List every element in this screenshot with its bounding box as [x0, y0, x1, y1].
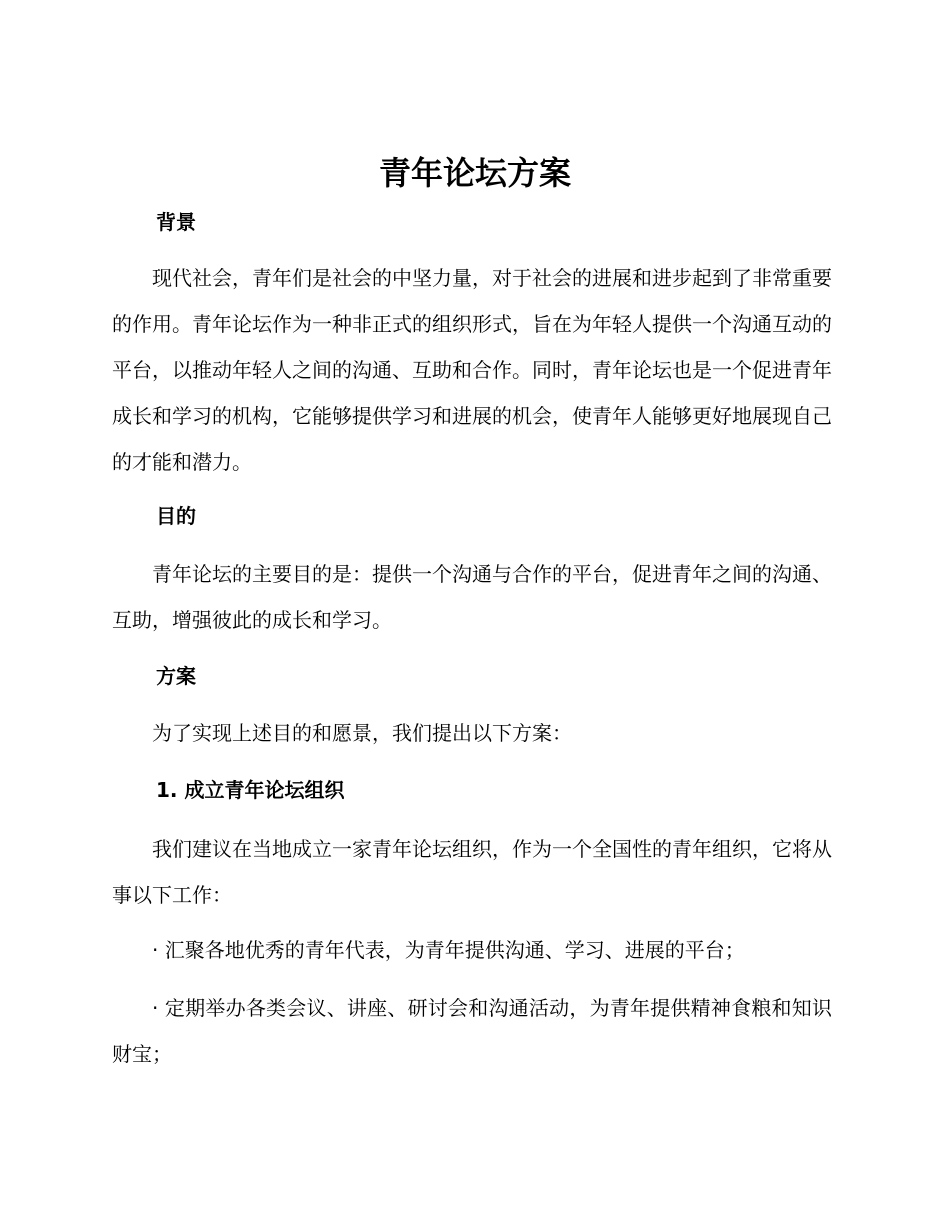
plan-item-1-bullet-2: · 定期举办各类会议、讲座、研讨会和沟通活动，为青年提供精神食粮和知识财宝；	[112, 996, 832, 1066]
purpose-paragraph: 青年论坛的主要目的是：提供一个沟通与合作的平台，促进青年之间的沟通、互助，增强彼此的成长和学习。	[112, 562, 832, 632]
plan-item-1-heading: 1. 成立青年论坛组织	[156, 778, 345, 802]
plan-item-1-paragraph: 我们建议在当地成立一家青年论坛组织，作为一个全国性的青年组织，它将从事以下工作：	[112, 837, 832, 907]
document-title: 青年论坛方案	[378, 154, 571, 192]
plan-intro-paragraph: 为了实现上述目的和愿景，我们提出以下方案：	[152, 721, 572, 745]
plan-item-1-bullet-1: · 汇聚各地优秀的青年代表，为青年提供沟通、学习、进展的平台；	[152, 938, 745, 962]
section-heading-background: 背景	[156, 210, 196, 234]
section-heading-plan: 方案	[156, 664, 196, 688]
background-paragraph: 现代社会，青年们是社会的中坚力量，对于社会的进展和进步起到了非常重要的作用。青年论坛作为一种非正式的组织形式，旨在为年轻人提供一个沟通互动的平台，以推动年轻人之间的沟通、互助和合作。同时，青年论坛也是一个促进青年成长和学习的机构，它能够提供学习和进展的机会，使青年人能够更好地展现自己的才能和潜力。	[112, 266, 832, 474]
section-heading-purpose: 目的	[156, 504, 196, 528]
